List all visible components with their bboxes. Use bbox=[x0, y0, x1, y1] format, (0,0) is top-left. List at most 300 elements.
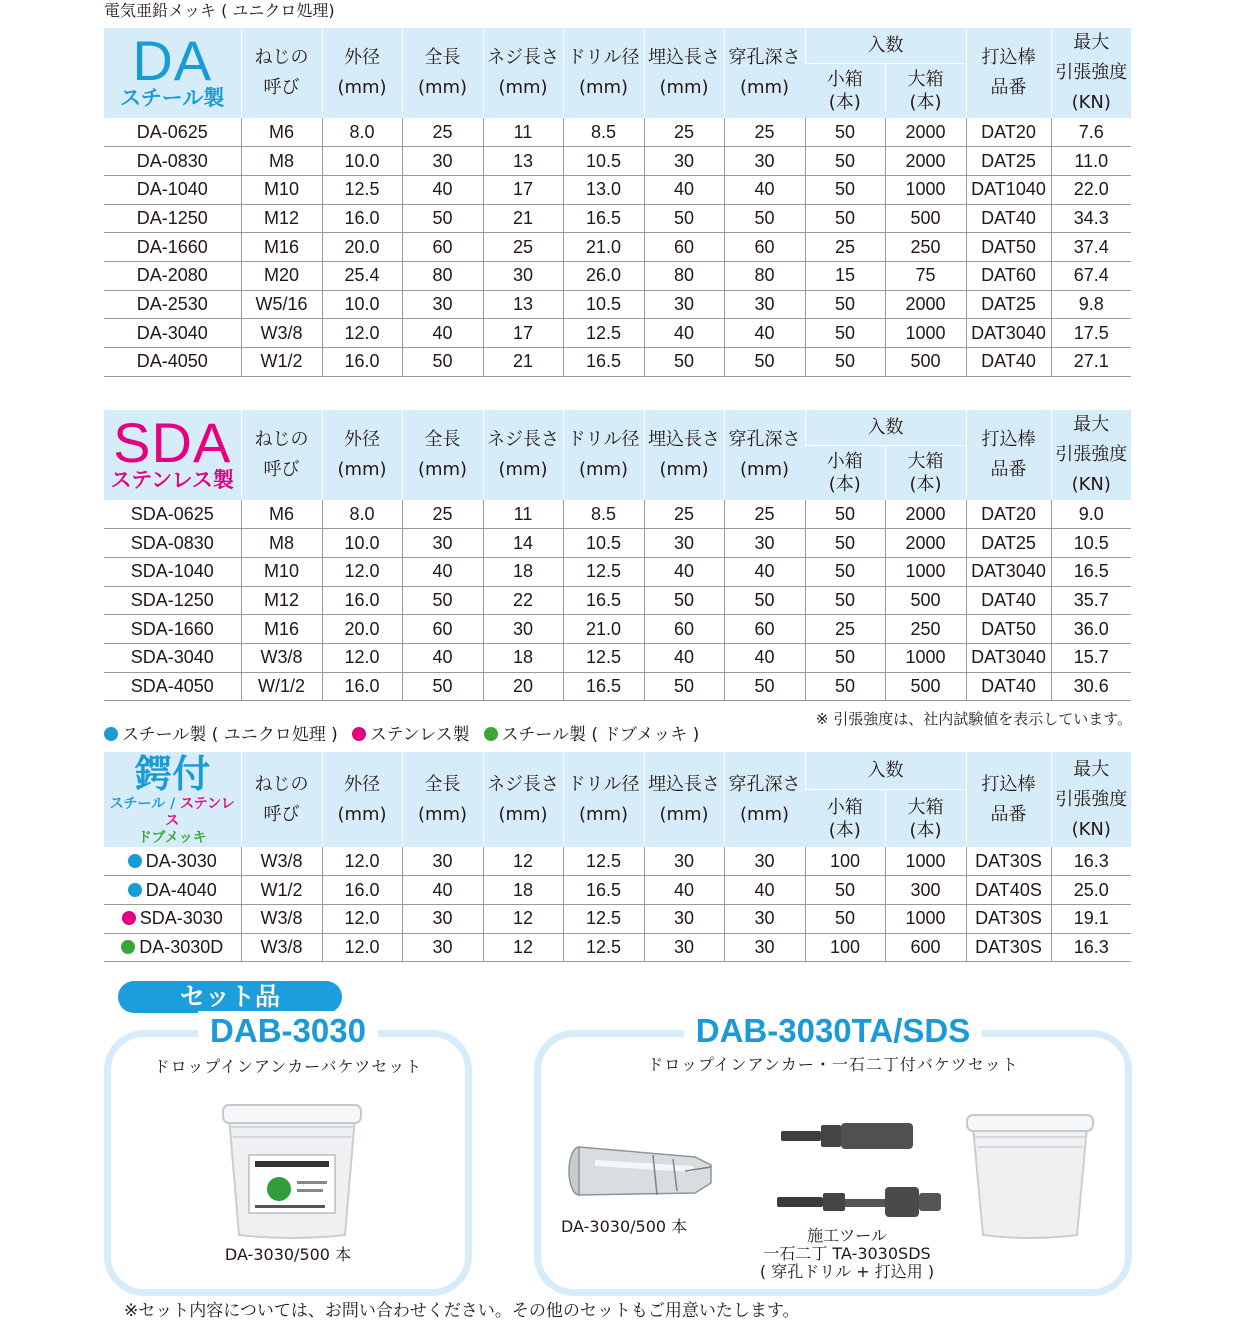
green-dot-icon bbox=[484, 727, 498, 741]
spec-cell: 30 bbox=[644, 933, 724, 962]
product-code-cell: DA-0625 bbox=[104, 118, 241, 147]
spec-cell: 30 bbox=[724, 290, 805, 319]
spec-cell: 15.7 bbox=[1051, 643, 1131, 672]
spec-cell: 500 bbox=[885, 204, 966, 233]
spec-cell: 21.0 bbox=[563, 615, 644, 644]
spec-cell: 50 bbox=[805, 586, 885, 615]
spec-cell: 40 bbox=[644, 319, 724, 348]
product-code-cell bbox=[104, 933, 241, 962]
spec-cell: 67.4 bbox=[1051, 261, 1131, 290]
spec-cell: DAT3040 bbox=[966, 319, 1051, 348]
spec-cell: 14 bbox=[483, 529, 563, 558]
spec-cell: 25 bbox=[724, 500, 805, 529]
da-brand-cell bbox=[104, 28, 241, 118]
spec-cell: DAT40S bbox=[966, 876, 1051, 905]
spec-cell: W1/2 bbox=[241, 876, 322, 905]
spec-cell: 27.1 bbox=[1051, 348, 1131, 377]
spec-cell: 10.0 bbox=[322, 529, 402, 558]
spec-cell: 30 bbox=[402, 147, 483, 176]
header-od: 外径 (mm) bbox=[322, 410, 402, 500]
spec-cell: M16 bbox=[241, 615, 322, 644]
header-thread: ねじの 呼び bbox=[241, 410, 322, 500]
sda-brand-cell bbox=[104, 410, 241, 500]
header-embed: 埋込長さ (mm) bbox=[644, 410, 724, 500]
dab-3030-box bbox=[104, 1012, 472, 1296]
spec-cell: 35.7 bbox=[1051, 586, 1131, 615]
table-row bbox=[104, 615, 1131, 644]
legend-steel-dobu: スチール製 ( ドブメッキ ) bbox=[484, 724, 700, 746]
spec-cell: 250 bbox=[885, 615, 966, 644]
spec-cell: 12 bbox=[483, 904, 563, 933]
spec-cell: 30 bbox=[402, 847, 483, 876]
spec-cell: 16.0 bbox=[322, 204, 402, 233]
spec-cell: 34.3 bbox=[1051, 204, 1131, 233]
table-row bbox=[104, 147, 1131, 176]
spec-cell: M6 bbox=[241, 500, 322, 529]
product-code-cell: SDA-3040 bbox=[104, 643, 241, 672]
spec-cell: 1000 bbox=[885, 175, 966, 204]
spec-cell: 9.8 bbox=[1051, 290, 1131, 319]
spec-cell: 50 bbox=[724, 586, 805, 615]
spec-cell: 21.0 bbox=[563, 233, 644, 262]
header-drill: ドリル径 (mm) bbox=[563, 28, 644, 118]
spec-cell: DAT60 bbox=[966, 261, 1051, 290]
spec-cell: 40 bbox=[724, 319, 805, 348]
table-row bbox=[104, 204, 1131, 233]
spec-cell: 1000 bbox=[885, 643, 966, 672]
spec-cell: DAT40 bbox=[966, 672, 1051, 701]
spec-cell: 60 bbox=[724, 233, 805, 262]
spec-cell: W/1/2 bbox=[241, 672, 322, 701]
dab-3030ta-sds-subtitle: ドロップインアンカー・一石二丁付バケツセット bbox=[647, 1055, 1019, 1074]
spec-cell: DAT30S bbox=[966, 847, 1051, 876]
product-code: DA-3030 bbox=[145, 850, 217, 871]
header-tool: 打込棒 品番 bbox=[966, 752, 1051, 847]
spec-cell: 40 bbox=[402, 557, 483, 586]
spec-cell: 12.5 bbox=[322, 175, 402, 204]
spec-cell: 20.0 bbox=[322, 233, 402, 262]
product-code-cell: SDA-4050 bbox=[104, 672, 241, 701]
material-legend bbox=[104, 724, 699, 746]
spec-cell: 50 bbox=[805, 529, 885, 558]
table-row bbox=[104, 586, 1131, 615]
spec-cell: DAT50 bbox=[966, 615, 1051, 644]
spec-cell: 12.5 bbox=[563, 933, 644, 962]
spec-cell: 16.0 bbox=[322, 672, 402, 701]
material-dot-icon bbox=[128, 883, 142, 897]
dab-3030-title: DAB-3030 bbox=[198, 1011, 378, 1051]
sda-spec-table bbox=[104, 410, 1131, 701]
spec-cell: 40 bbox=[402, 175, 483, 204]
spec-cell: 18 bbox=[483, 557, 563, 586]
tool-caption: 施工ツール 一石二丁 TA-3030SDS ( 穿孔ドリル + 打込用 ) bbox=[759, 1226, 935, 1281]
spec-cell: 30 bbox=[402, 290, 483, 319]
spec-cell: 12.0 bbox=[322, 557, 402, 586]
table-row bbox=[104, 348, 1131, 377]
legend-stainless: ステンレス製 bbox=[352, 724, 470, 746]
product-code-cell: DA-0830 bbox=[104, 147, 241, 176]
spec-cell: 13 bbox=[483, 147, 563, 176]
spec-cell: W3/8 bbox=[241, 847, 322, 876]
spec-cell: 12.5 bbox=[563, 557, 644, 586]
header-strength: 最大 引張強度 (KN) bbox=[1051, 28, 1131, 118]
spec-cell: 50 bbox=[805, 204, 885, 233]
spec-cell: 2000 bbox=[885, 529, 966, 558]
spec-cell: 37.4 bbox=[1051, 233, 1131, 262]
spec-cell: 25 bbox=[644, 500, 724, 529]
spec-cell: 40 bbox=[402, 643, 483, 672]
spec-cell: 16.0 bbox=[322, 586, 402, 615]
header-small-box: 小箱 (本) bbox=[805, 64, 885, 118]
da-spec-table bbox=[104, 28, 1131, 377]
spec-cell: 50 bbox=[805, 348, 885, 377]
spec-cell: 16.5 bbox=[563, 348, 644, 377]
spec-cell: 16.0 bbox=[322, 348, 402, 377]
product-code-cell: DA-3040 bbox=[104, 319, 241, 348]
spec-cell: 2000 bbox=[885, 500, 966, 529]
spec-cell: 26.0 bbox=[563, 261, 644, 290]
spec-cell: 21 bbox=[483, 348, 563, 377]
set-products-label: セット品 bbox=[118, 981, 342, 1013]
header-length: 全長 (mm) bbox=[402, 410, 483, 500]
header-hole-depth: 穿孔深さ (mm) bbox=[724, 28, 805, 118]
tsuba-brand-cell bbox=[104, 752, 241, 847]
spec-cell: W3/8 bbox=[241, 319, 322, 348]
spec-cell: W5/16 bbox=[241, 290, 322, 319]
spec-cell: 25 bbox=[724, 118, 805, 147]
product-code-cell: DA-1040 bbox=[104, 175, 241, 204]
spec-cell: 30 bbox=[644, 529, 724, 558]
spec-cell: 30 bbox=[644, 147, 724, 176]
spec-cell: 10.5 bbox=[563, 290, 644, 319]
spec-cell: 50 bbox=[724, 348, 805, 377]
spec-cell: M12 bbox=[241, 204, 322, 233]
spec-cell: 25 bbox=[805, 233, 885, 262]
spec-cell: 50 bbox=[644, 586, 724, 615]
product-code-cell: SDA-0830 bbox=[104, 529, 241, 558]
plating-note: 電気亜鉛メッキ ( ユニクロ処理) bbox=[104, 1, 335, 20]
spec-cell: DAT30S bbox=[966, 904, 1051, 933]
spec-cell: DAT50 bbox=[966, 233, 1051, 262]
pink-dot-icon bbox=[352, 727, 366, 741]
spec-cell: 25 bbox=[402, 118, 483, 147]
spec-cell: 12 bbox=[483, 933, 563, 962]
spec-cell: DAT3040 bbox=[966, 643, 1051, 672]
header-large-box: 大箱 (本) bbox=[885, 790, 966, 847]
tsuba-brand-dobu: ドブメッキ bbox=[137, 830, 207, 846]
dab-3030ta-sds-title: DAB-3030TA/SDS bbox=[684, 1011, 982, 1051]
product-code: DA-4040 bbox=[145, 879, 217, 900]
spec-cell: 16.3 bbox=[1051, 933, 1131, 962]
spec-cell: 75 bbox=[885, 261, 966, 290]
spec-cell: M20 bbox=[241, 261, 322, 290]
spec-cell: 50 bbox=[805, 290, 885, 319]
spec-cell: 12.0 bbox=[322, 847, 402, 876]
dab-3030ta-sds-box bbox=[534, 1012, 1132, 1296]
spec-cell: 50 bbox=[805, 500, 885, 529]
spec-cell: 40 bbox=[724, 643, 805, 672]
set-contact-note: ※セット内容については、お問い合わせください。その他のセットもご用意いたします。 bbox=[124, 1301, 800, 1321]
tsuba-brand: 鍔付 bbox=[134, 752, 211, 796]
table-row bbox=[104, 261, 1131, 290]
spec-cell: 17 bbox=[483, 175, 563, 204]
spec-cell: DAT25 bbox=[966, 290, 1051, 319]
product-code-cell: SDA-1660 bbox=[104, 615, 241, 644]
spec-cell: DAT25 bbox=[966, 529, 1051, 558]
da-brand: DA bbox=[132, 29, 213, 92]
spec-cell: 60 bbox=[402, 615, 483, 644]
spec-cell: 60 bbox=[644, 615, 724, 644]
spec-cell: 10.0 bbox=[322, 290, 402, 319]
spec-cell: 50 bbox=[402, 204, 483, 233]
table-row bbox=[104, 904, 1131, 933]
spec-cell: 30 bbox=[724, 847, 805, 876]
spec-cell: 50 bbox=[805, 672, 885, 701]
header-thread-length: ネジ長さ (mm) bbox=[483, 752, 563, 847]
table-row bbox=[104, 643, 1131, 672]
spec-cell: 25 bbox=[483, 233, 563, 262]
spec-cell: DAT30S bbox=[966, 933, 1051, 962]
spec-cell: 40 bbox=[402, 876, 483, 905]
spec-cell: 21 bbox=[483, 204, 563, 233]
spec-cell: 22.0 bbox=[1051, 175, 1131, 204]
spec-cell: 500 bbox=[885, 672, 966, 701]
spec-cell: 13.0 bbox=[563, 175, 644, 204]
spec-cell: 30 bbox=[644, 904, 724, 933]
header-thread: ねじの 呼び bbox=[241, 752, 322, 847]
spec-cell: 17 bbox=[483, 319, 563, 348]
spec-cell: 8.0 bbox=[322, 500, 402, 529]
spec-cell: 80 bbox=[644, 261, 724, 290]
dab-3030-caption: DA-3030/500 本 bbox=[224, 1245, 352, 1264]
spec-cell: 10.5 bbox=[563, 147, 644, 176]
spec-cell: W1/2 bbox=[241, 348, 322, 377]
header-strength: 最大 引張強度 (KN) bbox=[1051, 410, 1131, 500]
spec-cell: W3/8 bbox=[241, 643, 322, 672]
spec-cell: 18 bbox=[483, 643, 563, 672]
spec-cell: 12.0 bbox=[322, 933, 402, 962]
spec-cell: 30 bbox=[724, 933, 805, 962]
material-dot-icon bbox=[122, 911, 136, 925]
spec-cell: 12.0 bbox=[322, 643, 402, 672]
header-thread-length: ネジ長さ (mm) bbox=[483, 410, 563, 500]
spec-cell: 600 bbox=[885, 933, 966, 962]
spec-cell: DAT40 bbox=[966, 348, 1051, 377]
spec-cell: 50 bbox=[644, 204, 724, 233]
spec-cell: 50 bbox=[402, 586, 483, 615]
spec-cell: 10.5 bbox=[1051, 529, 1131, 558]
spec-cell: 30 bbox=[724, 147, 805, 176]
spec-cell: 1000 bbox=[885, 847, 966, 876]
spec-cell: 16.5 bbox=[1051, 557, 1131, 586]
product-code-cell: DA-2080 bbox=[104, 261, 241, 290]
spec-cell: 40 bbox=[644, 557, 724, 586]
header-tool: 打込棒 品番 bbox=[966, 410, 1051, 500]
spec-cell: 13 bbox=[483, 290, 563, 319]
spec-cell: 16.3 bbox=[1051, 847, 1131, 876]
header-length: 全長 (mm) bbox=[402, 28, 483, 118]
spec-cell: 30 bbox=[724, 904, 805, 933]
product-code-cell: DA-4050 bbox=[104, 348, 241, 377]
spec-cell: 1000 bbox=[885, 557, 966, 586]
header-quantity: 入数 bbox=[805, 410, 966, 446]
product-code: SDA-3030 bbox=[139, 908, 223, 929]
spec-cell: DAT3040 bbox=[966, 557, 1051, 586]
spec-cell: W3/8 bbox=[241, 904, 322, 933]
spec-cell: 40 bbox=[644, 175, 724, 204]
header-drill: ドリル径 (mm) bbox=[563, 410, 644, 500]
spec-cell: 12.5 bbox=[563, 319, 644, 348]
spec-cell: 25.0 bbox=[1051, 876, 1131, 905]
header-od: 外径 (mm) bbox=[322, 28, 402, 118]
header-drill: ドリル径 (mm) bbox=[563, 752, 644, 847]
spec-cell: 9.0 bbox=[1051, 500, 1131, 529]
legend-steel-unichro: スチール製 ( ユニクロ処理 ) bbox=[104, 724, 338, 746]
spec-cell: 250 bbox=[885, 233, 966, 262]
spec-cell: 8.5 bbox=[563, 118, 644, 147]
header-quantity: 入数 bbox=[805, 28, 966, 64]
spec-cell: 80 bbox=[724, 261, 805, 290]
product-code-cell: SDA-1040 bbox=[104, 557, 241, 586]
spec-cell: 50 bbox=[805, 904, 885, 933]
spec-cell: 16.5 bbox=[563, 586, 644, 615]
spec-cell: DAT40 bbox=[966, 204, 1051, 233]
spec-cell: M10 bbox=[241, 175, 322, 204]
spec-cell: 12.5 bbox=[563, 847, 644, 876]
spec-cell: 50 bbox=[805, 175, 885, 204]
sda-brand-sub: ステンレス製 bbox=[110, 468, 234, 492]
table-row bbox=[104, 175, 1131, 204]
spec-cell: 25.4 bbox=[322, 261, 402, 290]
product-code-cell bbox=[104, 847, 241, 876]
header-strength: 最大 引張強度 (KN) bbox=[1051, 752, 1131, 847]
header-hole-depth: 穿孔深さ (mm) bbox=[724, 752, 805, 847]
spec-cell: 36.0 bbox=[1051, 615, 1131, 644]
spec-cell: 60 bbox=[402, 233, 483, 262]
header-embed: 埋込長さ (mm) bbox=[644, 752, 724, 847]
spec-cell: 50 bbox=[724, 672, 805, 701]
spec-cell: 25 bbox=[805, 615, 885, 644]
spec-cell: 40 bbox=[644, 876, 724, 905]
spec-cell: 30 bbox=[644, 847, 724, 876]
spec-cell: 25 bbox=[644, 118, 724, 147]
spec-cell: 50 bbox=[805, 319, 885, 348]
table-row bbox=[104, 290, 1131, 319]
spec-cell: M6 bbox=[241, 118, 322, 147]
table-row bbox=[104, 118, 1131, 147]
spec-cell: 11 bbox=[483, 118, 563, 147]
tsuba-brand-sub: スチール / ステンレス bbox=[109, 796, 235, 829]
spec-cell: 16.0 bbox=[322, 876, 402, 905]
spec-cell: 50 bbox=[402, 672, 483, 701]
header-length: 全長 (mm) bbox=[402, 752, 483, 847]
product-code-cell bbox=[104, 904, 241, 933]
spec-cell: 19.1 bbox=[1051, 904, 1131, 933]
spec-cell: 50 bbox=[644, 348, 724, 377]
spec-cell: 30 bbox=[483, 261, 563, 290]
tool-image bbox=[775, 1119, 943, 1227]
header-quantity: 入数 bbox=[805, 752, 966, 790]
spec-cell: DAT25 bbox=[966, 147, 1051, 176]
spec-cell: 20 bbox=[483, 672, 563, 701]
spec-cell: 1000 bbox=[885, 319, 966, 348]
spec-cell: 20.0 bbox=[322, 615, 402, 644]
spec-cell: 18 bbox=[483, 876, 563, 905]
spec-cell: 40 bbox=[402, 319, 483, 348]
spec-cell: DAT20 bbox=[966, 118, 1051, 147]
spec-cell: 25 bbox=[402, 500, 483, 529]
spec-cell: M8 bbox=[241, 147, 322, 176]
spec-cell: 100 bbox=[805, 933, 885, 962]
header-embed: 埋込長さ (mm) bbox=[644, 28, 724, 118]
spec-cell: W3/8 bbox=[241, 933, 322, 962]
material-dot-icon bbox=[121, 940, 135, 954]
spec-cell: DAT40 bbox=[966, 586, 1051, 615]
product-code: DA-3030D bbox=[139, 936, 224, 957]
product-code-cell: DA-1250 bbox=[104, 204, 241, 233]
spec-cell: 30 bbox=[724, 529, 805, 558]
table-row bbox=[104, 233, 1131, 262]
spec-cell: 12.5 bbox=[563, 904, 644, 933]
spec-cell: 10.5 bbox=[563, 529, 644, 558]
strength-footnote: ※ 引張強度は、社内試験値を表示しています。 bbox=[815, 710, 1132, 728]
header-thread: ねじの 呼び bbox=[241, 28, 322, 118]
blue-dot-icon bbox=[104, 727, 118, 741]
spec-cell: M10 bbox=[241, 557, 322, 586]
spec-cell: 80 bbox=[402, 261, 483, 290]
header-small-box: 小箱 (本) bbox=[805, 446, 885, 500]
header-od: 外径 (mm) bbox=[322, 752, 402, 847]
spec-cell: 40 bbox=[644, 643, 724, 672]
spec-cell: 30 bbox=[402, 529, 483, 558]
material-dot-icon bbox=[128, 854, 142, 868]
product-code-cell: SDA-0625 bbox=[104, 500, 241, 529]
spec-cell: 11.0 bbox=[1051, 147, 1131, 176]
spec-cell: 12.5 bbox=[563, 643, 644, 672]
spec-cell: 50 bbox=[805, 876, 885, 905]
header-small-box: 小箱 (本) bbox=[805, 790, 885, 847]
spec-cell: 12 bbox=[483, 847, 563, 876]
spec-cell: 8.5 bbox=[563, 500, 644, 529]
table-row bbox=[104, 500, 1131, 529]
spec-cell: M16 bbox=[241, 233, 322, 262]
da-brand-sub: スチール製 bbox=[120, 86, 225, 110]
spec-cell: 12.0 bbox=[322, 904, 402, 933]
dab-3030-subtitle: ドロップインアンカーバケツセット bbox=[153, 1057, 423, 1076]
spec-cell: 16.5 bbox=[563, 672, 644, 701]
product-code-cell: DA-1660 bbox=[104, 233, 241, 262]
anchor-caption: DA-3030/500 本 bbox=[561, 1217, 688, 1236]
spec-cell: 10.0 bbox=[322, 147, 402, 176]
table-row bbox=[104, 847, 1131, 876]
spec-cell: 22 bbox=[483, 586, 563, 615]
spec-cell: 50 bbox=[724, 204, 805, 233]
bucket-image bbox=[965, 1111, 1095, 1241]
table-row bbox=[104, 876, 1131, 905]
spec-cell: 40 bbox=[724, 557, 805, 586]
spec-cell: 50 bbox=[402, 348, 483, 377]
header-hole-depth: 穿孔深さ (mm) bbox=[724, 410, 805, 500]
spec-cell: M8 bbox=[241, 529, 322, 558]
spec-cell: 60 bbox=[724, 615, 805, 644]
spec-cell: 50 bbox=[805, 643, 885, 672]
spec-cell: 8.0 bbox=[322, 118, 402, 147]
spec-cell: 40 bbox=[724, 876, 805, 905]
spec-cell: 7.6 bbox=[1051, 118, 1131, 147]
table-row bbox=[104, 319, 1131, 348]
spec-cell: 30 bbox=[402, 933, 483, 962]
sda-brand: SDA bbox=[113, 411, 232, 474]
